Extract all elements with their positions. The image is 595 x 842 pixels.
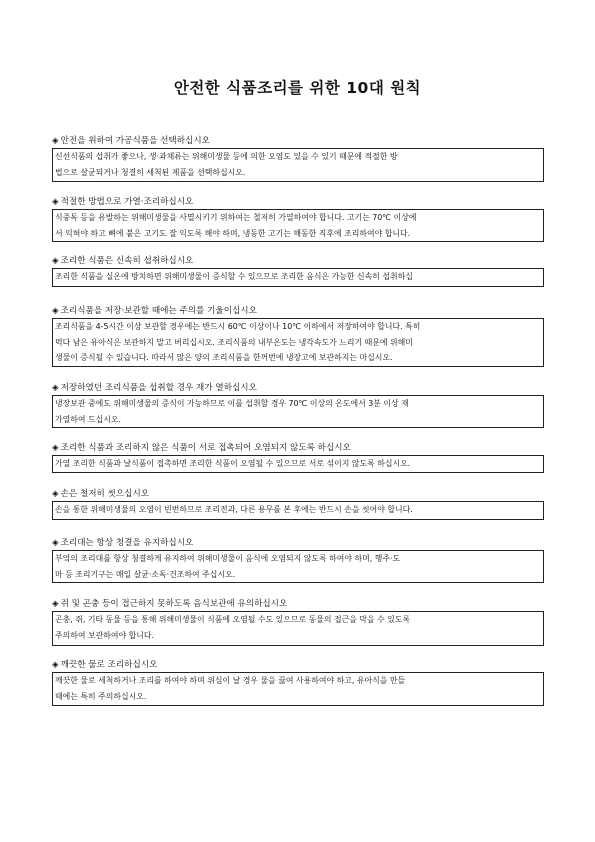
principle-heading <box>52 305 544 318</box>
principle-5 <box>52 382 544 428</box>
diamond-bullet-icon: ◈ <box>52 306 59 316</box>
body-line: 냉장보관 중에도 위해미생물의 증식이 가능하므로 이를 섭취할 경우 70℃ 이상의 온도에서 3분 이상 재 <box>55 399 409 408</box>
principle-body <box>52 611 544 646</box>
diamond-bullet-icon: ◈ <box>52 660 59 670</box>
principle-3 <box>52 255 544 287</box>
body-line: 서 익혀야 하고 뼈에 붙은 고기도 잘 익도록 해야 하며, 냉동한 고기는 해동한 직후에 조리하여야 합니다. <box>55 228 411 238</box>
principle-body <box>52 501 544 520</box>
body-line: 손을 통한 위해미생물의 오염이 빈번하므로 조리전과, 다른 용무를 본 후에는 반드시 손을 씻어야 합니다. <box>55 505 413 514</box>
principle-heading-text: 저장하였던 조리식품을 섭취할 경우 재가 열하십시오 <box>60 383 257 393</box>
principle-heading <box>52 135 544 148</box>
principle-heading-text: 적절한 방법으로 가열·조리하십시오 <box>60 197 194 207</box>
principle-heading-text: 깨끗한 물로 조리하십시오 <box>60 660 158 670</box>
body-line: 조리식품을 4-5시간 이상 보관할 경우에는 반드시 60℃ 이상이나 10℃ 이하에서 저장하여야 합니다. 특히 <box>55 322 421 331</box>
page-title: 안전한 식품조리를 위한 10대 원칙 <box>173 79 422 97</box>
body-line: 가열하여 드십시오. <box>55 414 121 424</box>
principle-body <box>52 268 544 287</box>
principle-body <box>52 455 544 473</box>
diamond-bullet-icon: ◈ <box>52 197 59 207</box>
body-line: 마 등 조리기구는 매일 살균·소독·건조하여 주십시오. <box>55 569 236 579</box>
principle-heading <box>52 255 544 268</box>
principle-heading <box>52 659 544 672</box>
principle-8 <box>52 537 544 583</box>
principle-heading-text: 안전을 위하여 가공식품을 선택하십시오 <box>60 136 210 146</box>
diamond-bullet-icon: ◈ <box>52 538 59 548</box>
principle-4 <box>52 305 544 367</box>
principle-heading-text: 쥐 및 곤충 등이 접근하지 못하도록 음식보관에 유의하십시오 <box>60 599 288 609</box>
principle-heading-text: 조리한 식품과 조리하지 않은 식품이 서로 접촉되어 오염되지 않도록 하십시오 <box>60 443 351 453</box>
body-line: 신선식품의 섭취가 좋으나, 생·과채류는 위해미생물 등에 의한 오염도 있을 수 있기 때문에 적절한 방 <box>55 152 398 161</box>
principle-heading <box>52 196 544 209</box>
principle-body <box>52 209 544 242</box>
body-line: 주의하여 보관하여야 합니다. <box>55 630 154 640</box>
principle-1 <box>52 135 544 182</box>
principle-6 <box>52 442 544 473</box>
body-line: 법으로 살균되거나 청결히 세척된 제품을 선택하십시오. <box>55 167 246 177</box>
principle-heading <box>52 598 544 611</box>
principle-body <box>52 395 544 428</box>
body-line: 조리한 식품을 실온에 방치하면 위해미생물이 증식할 수 있으므로 조리한 음식은 가능한 신속히 섭취하십 <box>55 272 413 281</box>
body-line: 식중독 등을 유발하는 위해미생물을 사멸시키기 위하여는 철저히 가열하여야 합니다. 고기는 70℃ 이상에 <box>55 213 417 222</box>
diamond-bullet-icon: ◈ <box>52 443 59 453</box>
principle-heading-text: 조리식품을 저장·보관할 때에는 주의를 기울이십시오 <box>60 306 257 316</box>
principle-body <box>52 148 544 182</box>
principle-heading-text: 손은 철저히 씻으십시오 <box>60 489 150 499</box>
principle-body <box>52 550 544 583</box>
diamond-bullet-icon: ◈ <box>52 489 59 499</box>
principle-heading <box>52 382 544 395</box>
principle-heading-text: 조리대는 항상 청결을 유지하십시오 <box>60 538 194 548</box>
body-line: 깨끗한 물로 세척하거나 조리를 하여야 하며 위심이 날 경우 물을 끓여 사용하여야 하고, 유아식을 만들 <box>55 676 406 685</box>
principle-heading <box>52 488 544 501</box>
diamond-bullet-icon: ◈ <box>52 136 59 146</box>
body-line: 부엌의 조리대를 항상 청결하게 유지하여 위해미생물이 음식에 오염되지 않도록 하여야 하며, 행주·도 <box>55 554 401 563</box>
principle-9 <box>52 598 544 646</box>
body-line: 먹다 남은 유아식은 보관하지 말고 버리십시오. 조리식품의 내부온도는 냉각속도가 느리기 때문에 위해미 <box>55 337 413 347</box>
principle-heading <box>52 537 544 550</box>
principle-2 <box>52 196 544 242</box>
principle-7 <box>52 488 544 520</box>
diamond-bullet-icon: ◈ <box>52 256 59 266</box>
principle-10 <box>52 659 544 706</box>
body-line: 가열 조리한 식품과 날식품이 접촉하면 조리한 식품이 오염될 수 있으므로 서로 섞이지 않도록 하십시오. <box>55 459 411 468</box>
body-line: 생물이 증식될 수 있습니다. 따라서 많은 양의 조리식품을 한꺼번에 냉장고에 보관하지는 마십시오. <box>55 353 393 362</box>
principles-list <box>52 130 544 706</box>
principle-body <box>52 672 544 706</box>
diamond-bullet-icon: ◈ <box>52 383 59 393</box>
principle-heading <box>52 442 544 455</box>
principle-body <box>52 318 544 367</box>
principle-heading-text: 조리한 식품은 신속히 섭취하십시오 <box>60 256 194 266</box>
diamond-bullet-icon: ◈ <box>52 599 59 609</box>
body-line: 때에는 특히 주의하십시오. <box>55 691 147 701</box>
body-line: 곤충, 쥐, 기타 동물 등을 통해 위해미생물이 식품에 오염될 수도 있으므로 동물의 접근을 막을 수 있도록 <box>55 615 411 624</box>
